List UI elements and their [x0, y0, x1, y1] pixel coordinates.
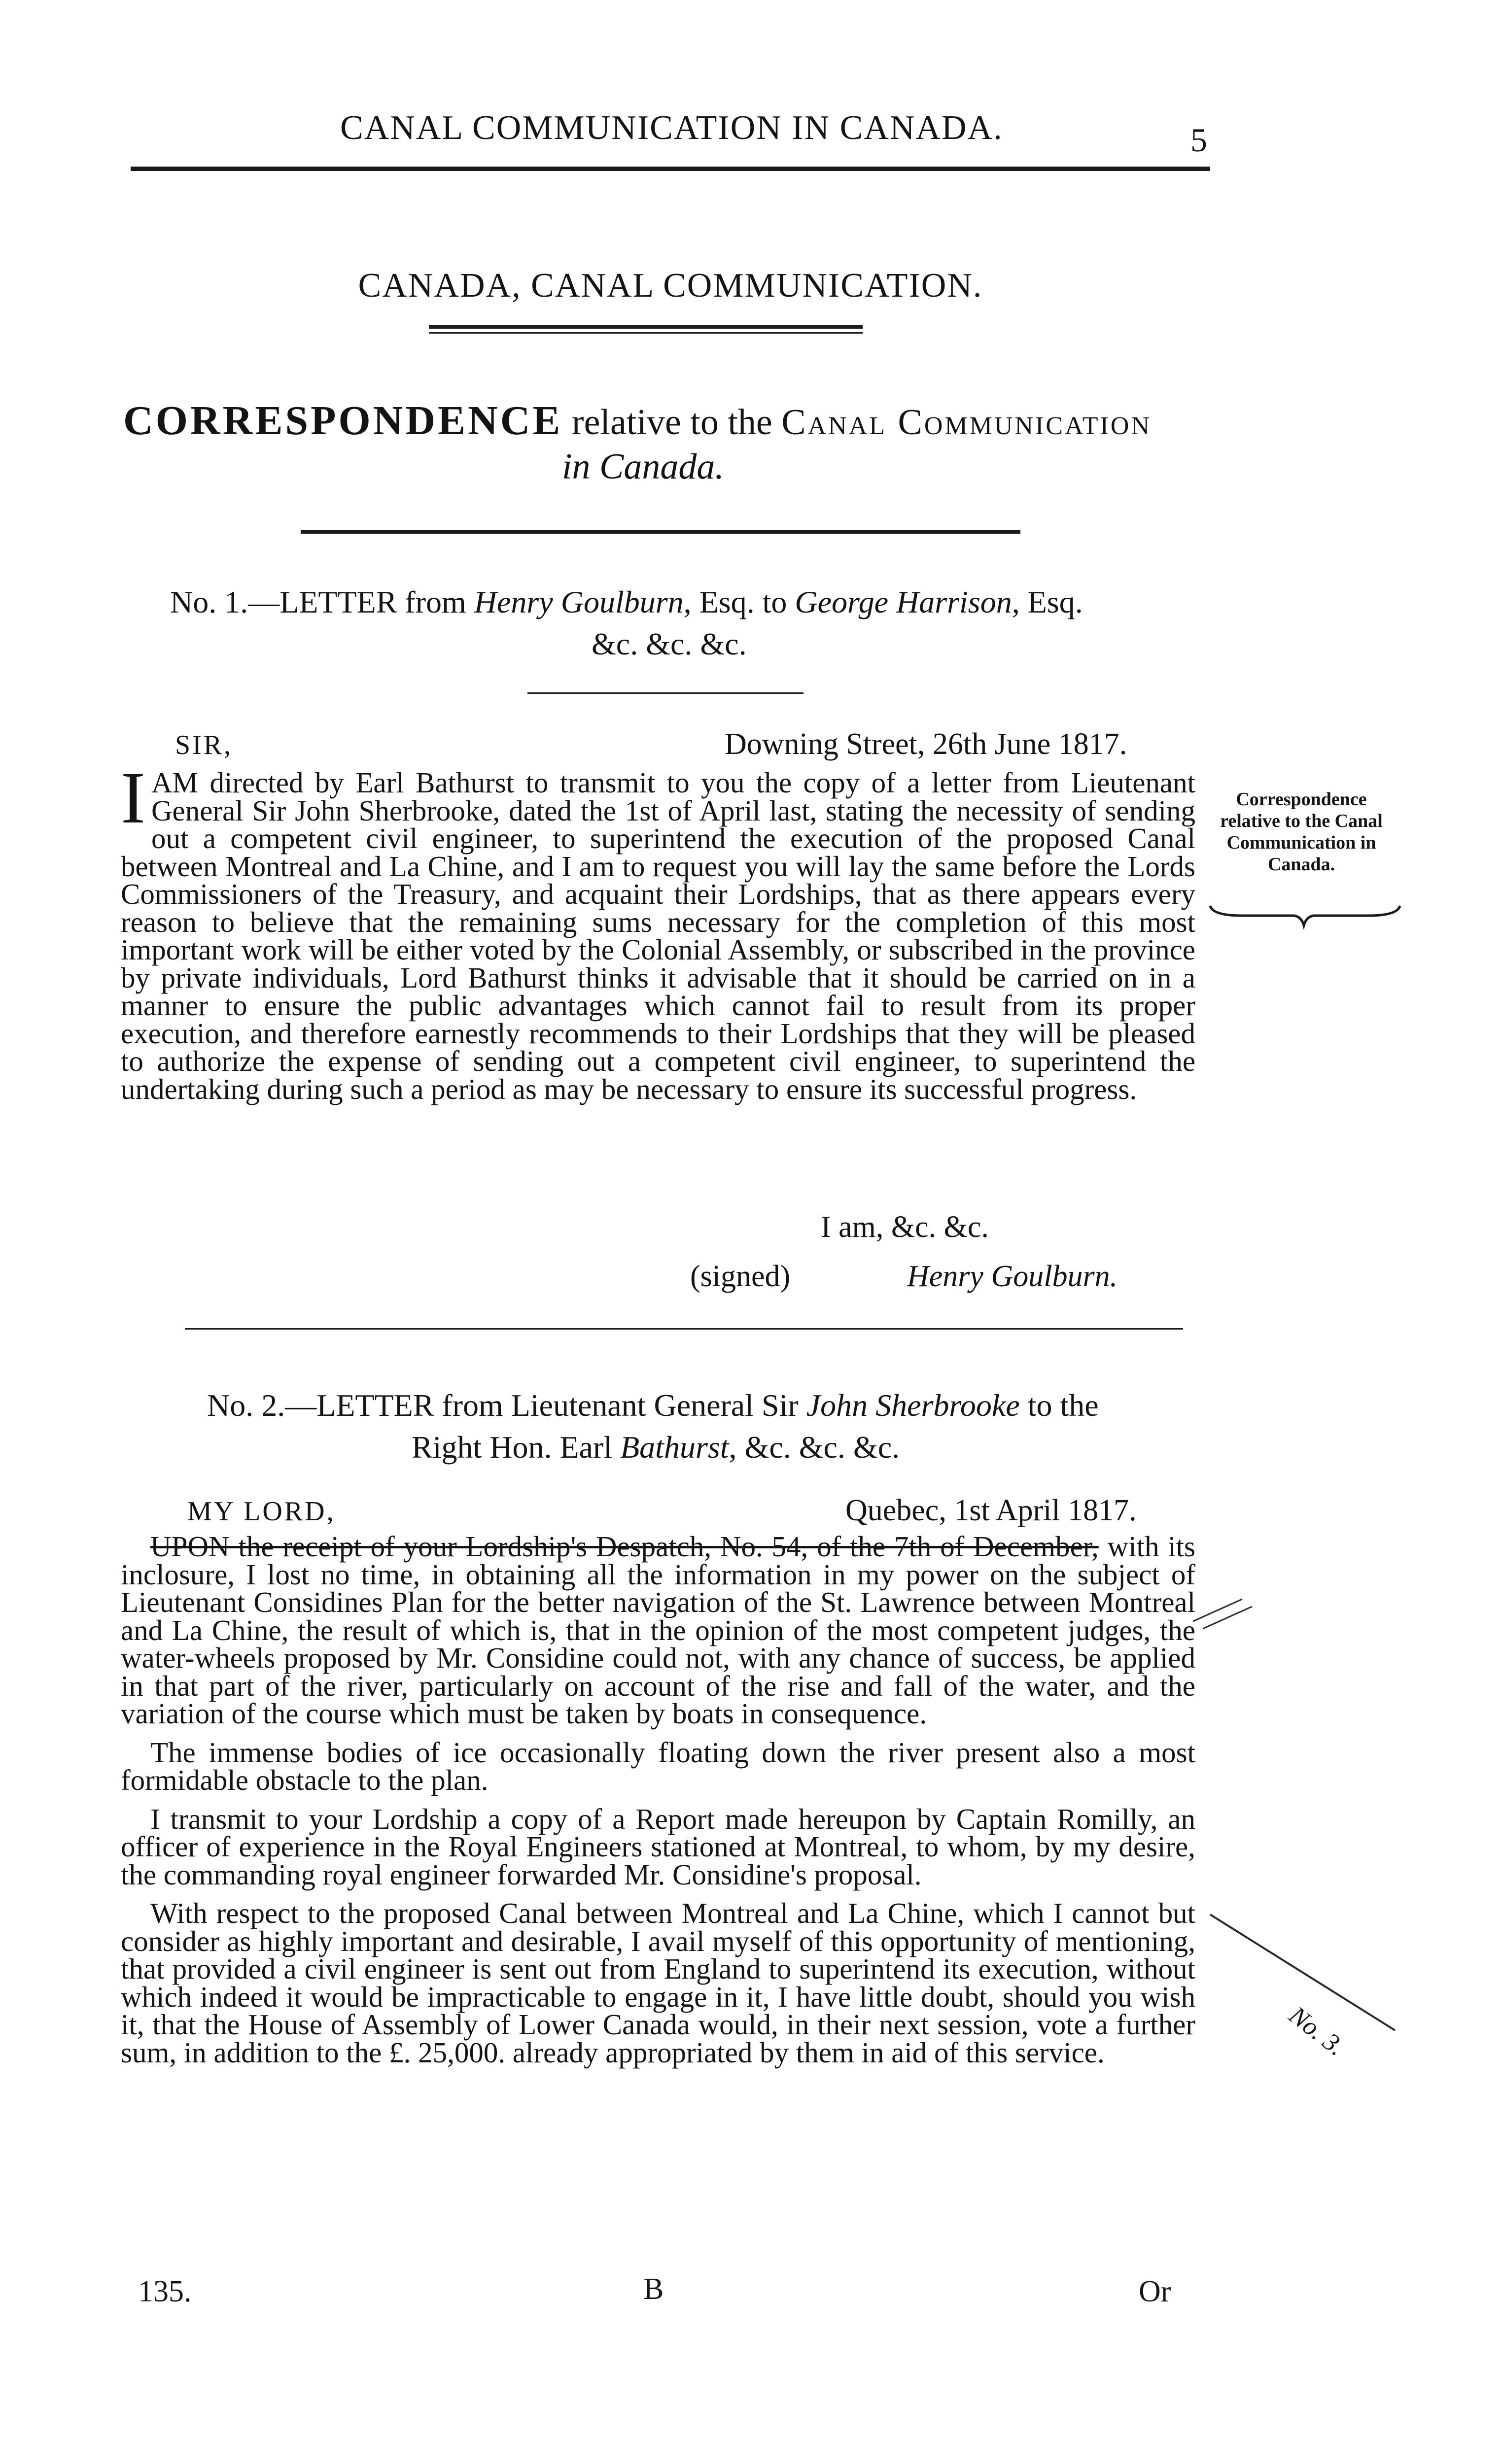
- letter1-title-middle: , Esq. to: [683, 584, 795, 619]
- letter1-signed: (signed): [690, 1260, 791, 1293]
- letter1-closing: I am, &c. &c.: [821, 1210, 989, 1244]
- letter2-title-prefix: —LETTER from Lieutenant General Sir: [285, 1388, 806, 1423]
- letter2-title-to: to the: [1019, 1388, 1099, 1423]
- letter2-para1-rest: with its inclosure, I lost no time, in obtaining all the information in my power on the subject of Lieutenant Considines Plan for the better navigation of the St. Lawrence between Montreal and La Chine, the result of which is, that in the opinion of the most competent judges, the water-wheels proposed by Mr. Considine could not, with any chance of success, be applied in that part of the river, particularly on account of the rise and fall of the water, and the variation of the course which must be taken by boats in consequence.: [121, 1530, 1196, 1730]
- letter1-title-end: , Esq.: [1012, 584, 1083, 619]
- footer-signature-mark: B: [643, 2272, 664, 2306]
- letter2-para2: The immense bodies of ice occasionally floating down the river present also a most formidable obstacle to the plan.: [121, 1736, 1195, 1796]
- letter1-from: Henry Goulburn: [474, 584, 684, 619]
- letter1-title-prefix: —LETTER from: [248, 584, 474, 619]
- letter1-title-line2: &c. &c. &c.: [592, 626, 747, 661]
- marginal-note: Correspondence relative to the Canal Communication in Canada.: [1220, 789, 1383, 875]
- footer-number: 135.: [138, 2275, 192, 2308]
- page-number: 5: [1190, 121, 1207, 159]
- heading-canal-communication: Canal Communication: [781, 402, 1152, 443]
- heading-relative: relative to the: [562, 402, 782, 443]
- letter1-number: No. 1.: [170, 584, 248, 619]
- letter2-title-line2-prefix: Right Hon. Earl: [412, 1430, 621, 1465]
- annotation-diagonal-stroke: [1210, 1915, 1395, 2030]
- letter2-dateline: Quebec, 1st April 1817.: [845, 1494, 1137, 1527]
- letter2-number: No. 2.: [207, 1388, 285, 1423]
- letter2-title-line2-end: , &c. &c. &c.: [729, 1430, 900, 1465]
- letter2-to: Bathurst: [620, 1430, 729, 1465]
- section-title: CANADA, CANAL COMMUNICATION.: [358, 267, 983, 305]
- letter1-dateline: Downing Street, 26th June 1817.: [725, 727, 1127, 761]
- heading-in-canada: in Canada.: [562, 446, 724, 487]
- annotation-scribble-stroke: [1193, 1599, 1242, 1621]
- handwritten-annotation: No. 3.: [1284, 2001, 1350, 2062]
- letter1-drop-cap: I: [121, 757, 145, 839]
- running-head: CANAL COMMUNICATION IN CANADA.: [340, 109, 1003, 147]
- heading-correspondence: CORRESPONDENCE: [123, 398, 563, 444]
- footer-catchword: Or: [1139, 2275, 1171, 2308]
- letter1-to: George Harrison: [795, 584, 1012, 619]
- annotation-scribble-stroke-2: [1203, 1607, 1252, 1629]
- letter2-para3: I transmit to your Lordship a copy of a Report made hereupon by Captain Romilly, an officer of experience in the Royal Engineers stationed at Montreal, to whom, by my desire, the commanding royal engineer forwarded Mr. Considine's proposal.: [121, 1802, 1195, 1891]
- letter2-para4: With respect to the proposed Canal between Montreal and La Chine, which I cannot but consider as highly important and desirable, I avail myself of this opportunity of mentioning, that provided a civil engineer is sent out from England to superintend its execution, without which indeed it would be impracticable to engage in it, I have little doubt, should you wish it, that the House of Assembly of Lower Canada would, in their next session, vote a further sum, in addition to the £. 25,000. already appropriated by them in aid of this service.: [121, 1897, 1195, 2069]
- letter1-body-text: AM directed by Earl Bathurst to transmit to you the copy of a letter from Lieutenant General Sir John Sherbrooke, dated the 1st of April last, stating the necessity of sending out a competent civil engineer, to superintend the execution of the proposed Canal between Montreal and La Chine, and I am to request you will lay the same before the Lords Commissioners of the Treasury, and acquaint their Lordships, that as there appears every reason to believe that the remaining sums necessary for the completion of this most important work will be either voted by the Colonial Assembly, or subscribed in the province by private individuals, Lord Bathurst thinks it advisable that it should be carried on in a manner to ensure the public advantages which cannot fail to result from its proper execution, and therefore earnestly recommends to their Lordships that they will be pleased to authorize the expense of sending out a competent civil engineer, to superintend the undertaking during such a period as may be necessary to ensure its successful progress.: [121, 766, 1195, 1105]
- letter1-signature-text: Henry Goulburn.: [907, 1260, 1118, 1293]
- letter2-from: John Sherbrooke: [806, 1388, 1020, 1423]
- letter2-salutation: MY LORD,: [187, 1496, 336, 1527]
- letter1-salutation: SIR,: [175, 730, 233, 760]
- letter2-para1-struck-line: UPON the receipt of your Lordship's Despatch, No. 54, of the 7th of December,: [150, 1530, 1099, 1563]
